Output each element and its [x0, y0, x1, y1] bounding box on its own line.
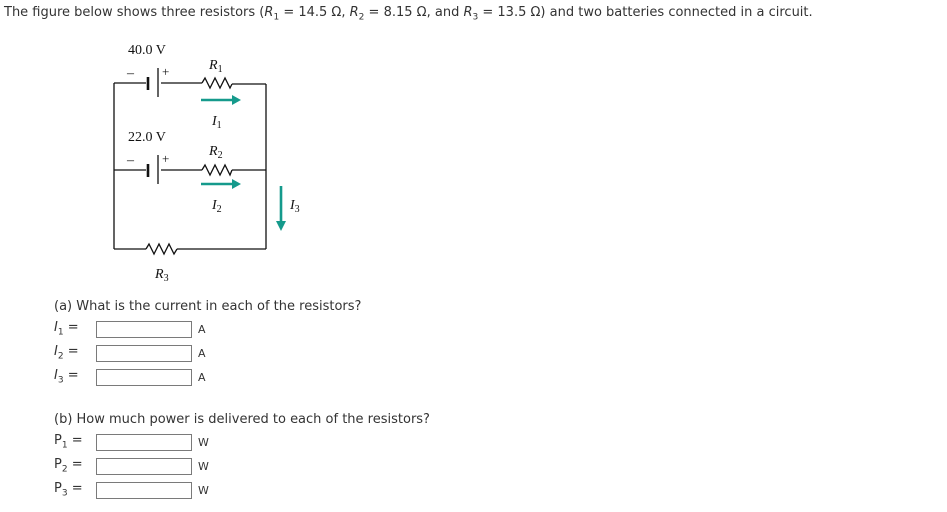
p3-answer-input[interactable] [96, 482, 192, 499]
p1-sym: P [54, 433, 62, 449]
battery-top-icon [148, 68, 158, 97]
battery-top-plus: + [162, 64, 170, 79]
i3-sub: 3 [57, 375, 64, 386]
r1-label-sub: 1 [217, 64, 223, 75]
i2-sym: I [54, 344, 58, 360]
i1-unit: A [198, 322, 206, 336]
r2-label: R [209, 144, 218, 159]
answer-row-p2 [54, 455, 209, 477]
i3-sym: I [54, 368, 58, 384]
r3-value: = 13.5 Ω) [482, 5, 546, 20]
battery-middle-minus: – [127, 153, 134, 168]
r1-value: = 14.5 Ω, [283, 5, 346, 20]
intro-and: and [434, 5, 460, 20]
p1-sub: 1 [61, 440, 68, 451]
p2-answer-label [54, 457, 96, 475]
i2-sub: 2 [57, 351, 64, 362]
i1-answer-label [54, 320, 96, 338]
svg-text:R3 [154, 267, 169, 284]
i1-sym: I [54, 320, 58, 336]
i2-unit: A [198, 346, 206, 360]
p1-answer-input[interactable] [96, 434, 192, 451]
i3-unit: A [198, 370, 206, 384]
r3-subscript: 3 [472, 12, 479, 23]
r1-subscript: 1 [273, 12, 280, 23]
svg-text:I1 [211, 114, 222, 131]
i3-label-sub: 3 [294, 204, 300, 215]
part-b-question: (b) How much power is delivered to each of the resistors? [54, 412, 430, 427]
r2-symbol: R [349, 5, 359, 20]
p3-answer-label [54, 481, 96, 499]
circuit-wires [114, 83, 266, 249]
svg-text:R1 [208, 58, 223, 75]
i1-answer-input[interactable] [96, 321, 192, 338]
intro-lead: The figure below shows three resistors [4, 5, 256, 20]
r3-label: R [155, 267, 164, 282]
answer-row-i1 [54, 318, 206, 340]
battery-middle-icon [148, 155, 158, 184]
battery-top-minus: – [127, 66, 134, 81]
p2-sub: 2 [61, 464, 68, 475]
svg-text:I3 [289, 198, 300, 215]
i2-label: I [212, 198, 217, 213]
i1-sub: 1 [57, 327, 64, 338]
i1-label: I [212, 114, 217, 129]
battery-middle-voltage: 22.0 V [128, 130, 166, 145]
i3-label: I [290, 198, 295, 213]
svg-text:I2 [211, 198, 222, 215]
p1-unit: W [198, 435, 209, 449]
circuit-diagram [100, 38, 330, 288]
answer-row-p1 [54, 431, 209, 453]
r2-label-sub: 2 [217, 150, 223, 161]
battery-top-voltage: 40.0 V [128, 43, 166, 58]
i2-eq: = [63, 344, 79, 360]
p1-eq: = [67, 433, 83, 449]
i2-answer-label [54, 344, 96, 362]
problem-statement: The figure below shows three resistors ($R_1 = 14.5$ Ω, $R_2 = 8.15$ Ω, and $R_3 = 13.5$ Ω) and two batteries connected in a circuit. [4, 5, 813, 23]
svg-text:R2 [208, 144, 223, 161]
answer-row-p3 [54, 479, 209, 501]
r3-symbol: R [463, 5, 473, 20]
p2-sym: P [54, 457, 62, 473]
r2-subscript: 2 [358, 12, 365, 23]
p3-eq: = [67, 481, 83, 497]
i3-answer-input[interactable] [96, 369, 192, 386]
i1-label-sub: 1 [216, 120, 222, 131]
p3-sub: 3 [61, 488, 68, 499]
p2-answer-input[interactable] [96, 458, 192, 475]
r3-label-sub: 3 [163, 273, 169, 284]
i2-label-sub: 2 [216, 204, 222, 215]
p2-eq: = [67, 457, 83, 473]
battery-middle-plus: + [162, 151, 170, 166]
i1-eq: = [63, 320, 79, 336]
i3-answer-label [54, 368, 96, 386]
intro-tail: and two batteries connected in a circuit. [549, 5, 813, 20]
resistor-r1-icon [202, 78, 232, 88]
r1-symbol: R [264, 5, 274, 20]
p3-sym: P [54, 481, 62, 497]
answer-row-i2 [54, 342, 206, 364]
p2-unit: W [198, 459, 209, 473]
resistor-r3-icon [146, 244, 177, 254]
r2-value: = 8.15 Ω, [368, 5, 431, 20]
i2-answer-input[interactable] [96, 345, 192, 362]
part-a-question: (a) What is the current in each of the resistors? [54, 299, 362, 314]
i3-eq: = [63, 368, 79, 384]
p1-answer-label [54, 433, 96, 451]
r1-label: R [209, 58, 218, 73]
p3-unit: W [198, 483, 209, 497]
answer-row-i3 [54, 366, 206, 388]
resistor-r2-icon [202, 165, 232, 175]
